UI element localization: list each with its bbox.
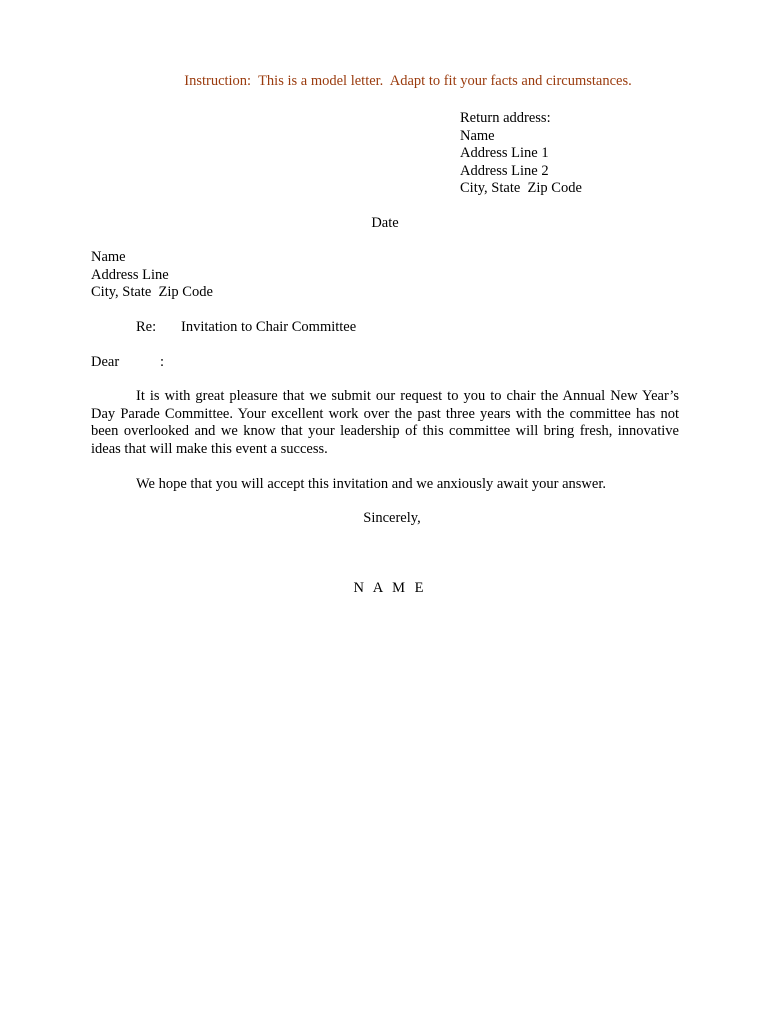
recipient-name: Name: [91, 249, 126, 265]
return-address-line-2: Address Line 2: [460, 162, 549, 179]
instruction-note: Instruction: This is a model letter. Adapt to fit your facts and circumstances.: [184, 73, 632, 89]
letter-date: Date: [371, 215, 399, 231]
salutation-colon: :: [160, 354, 165, 370]
closing: Sincerely,: [363, 510, 421, 526]
recipient-address-line: Address Line: [91, 266, 169, 283]
re-label: Re:: [136, 319, 157, 335]
return-address-label: Return address:: [460, 110, 551, 126]
re-subject: Invitation to Chair Committee: [181, 319, 357, 335]
return-address-line-1: Address Line 1: [460, 145, 549, 161]
return-address-city: City, State Zip Code: [460, 180, 582, 196]
recipient-city: City, State Zip Code: [91, 284, 213, 300]
signature-name: N A M E: [353, 580, 427, 596]
salutation-dear: Dear: [91, 354, 120, 370]
return-address-name: Name: [460, 127, 495, 144]
body-paragraph-1: It is with great pleasure that we submit our request to you to chair the Annual New Year’s Day Parade Committee. Your excellent work over the past three years with the committee has not been overlooked and we know that your leadership of this committee will bring fresh, innovative ideas that will make this event a success.: [91, 388, 679, 457]
body-paragraph-2: We hope that you will accept this invitation and we anxiously await your answer.: [136, 475, 606, 492]
